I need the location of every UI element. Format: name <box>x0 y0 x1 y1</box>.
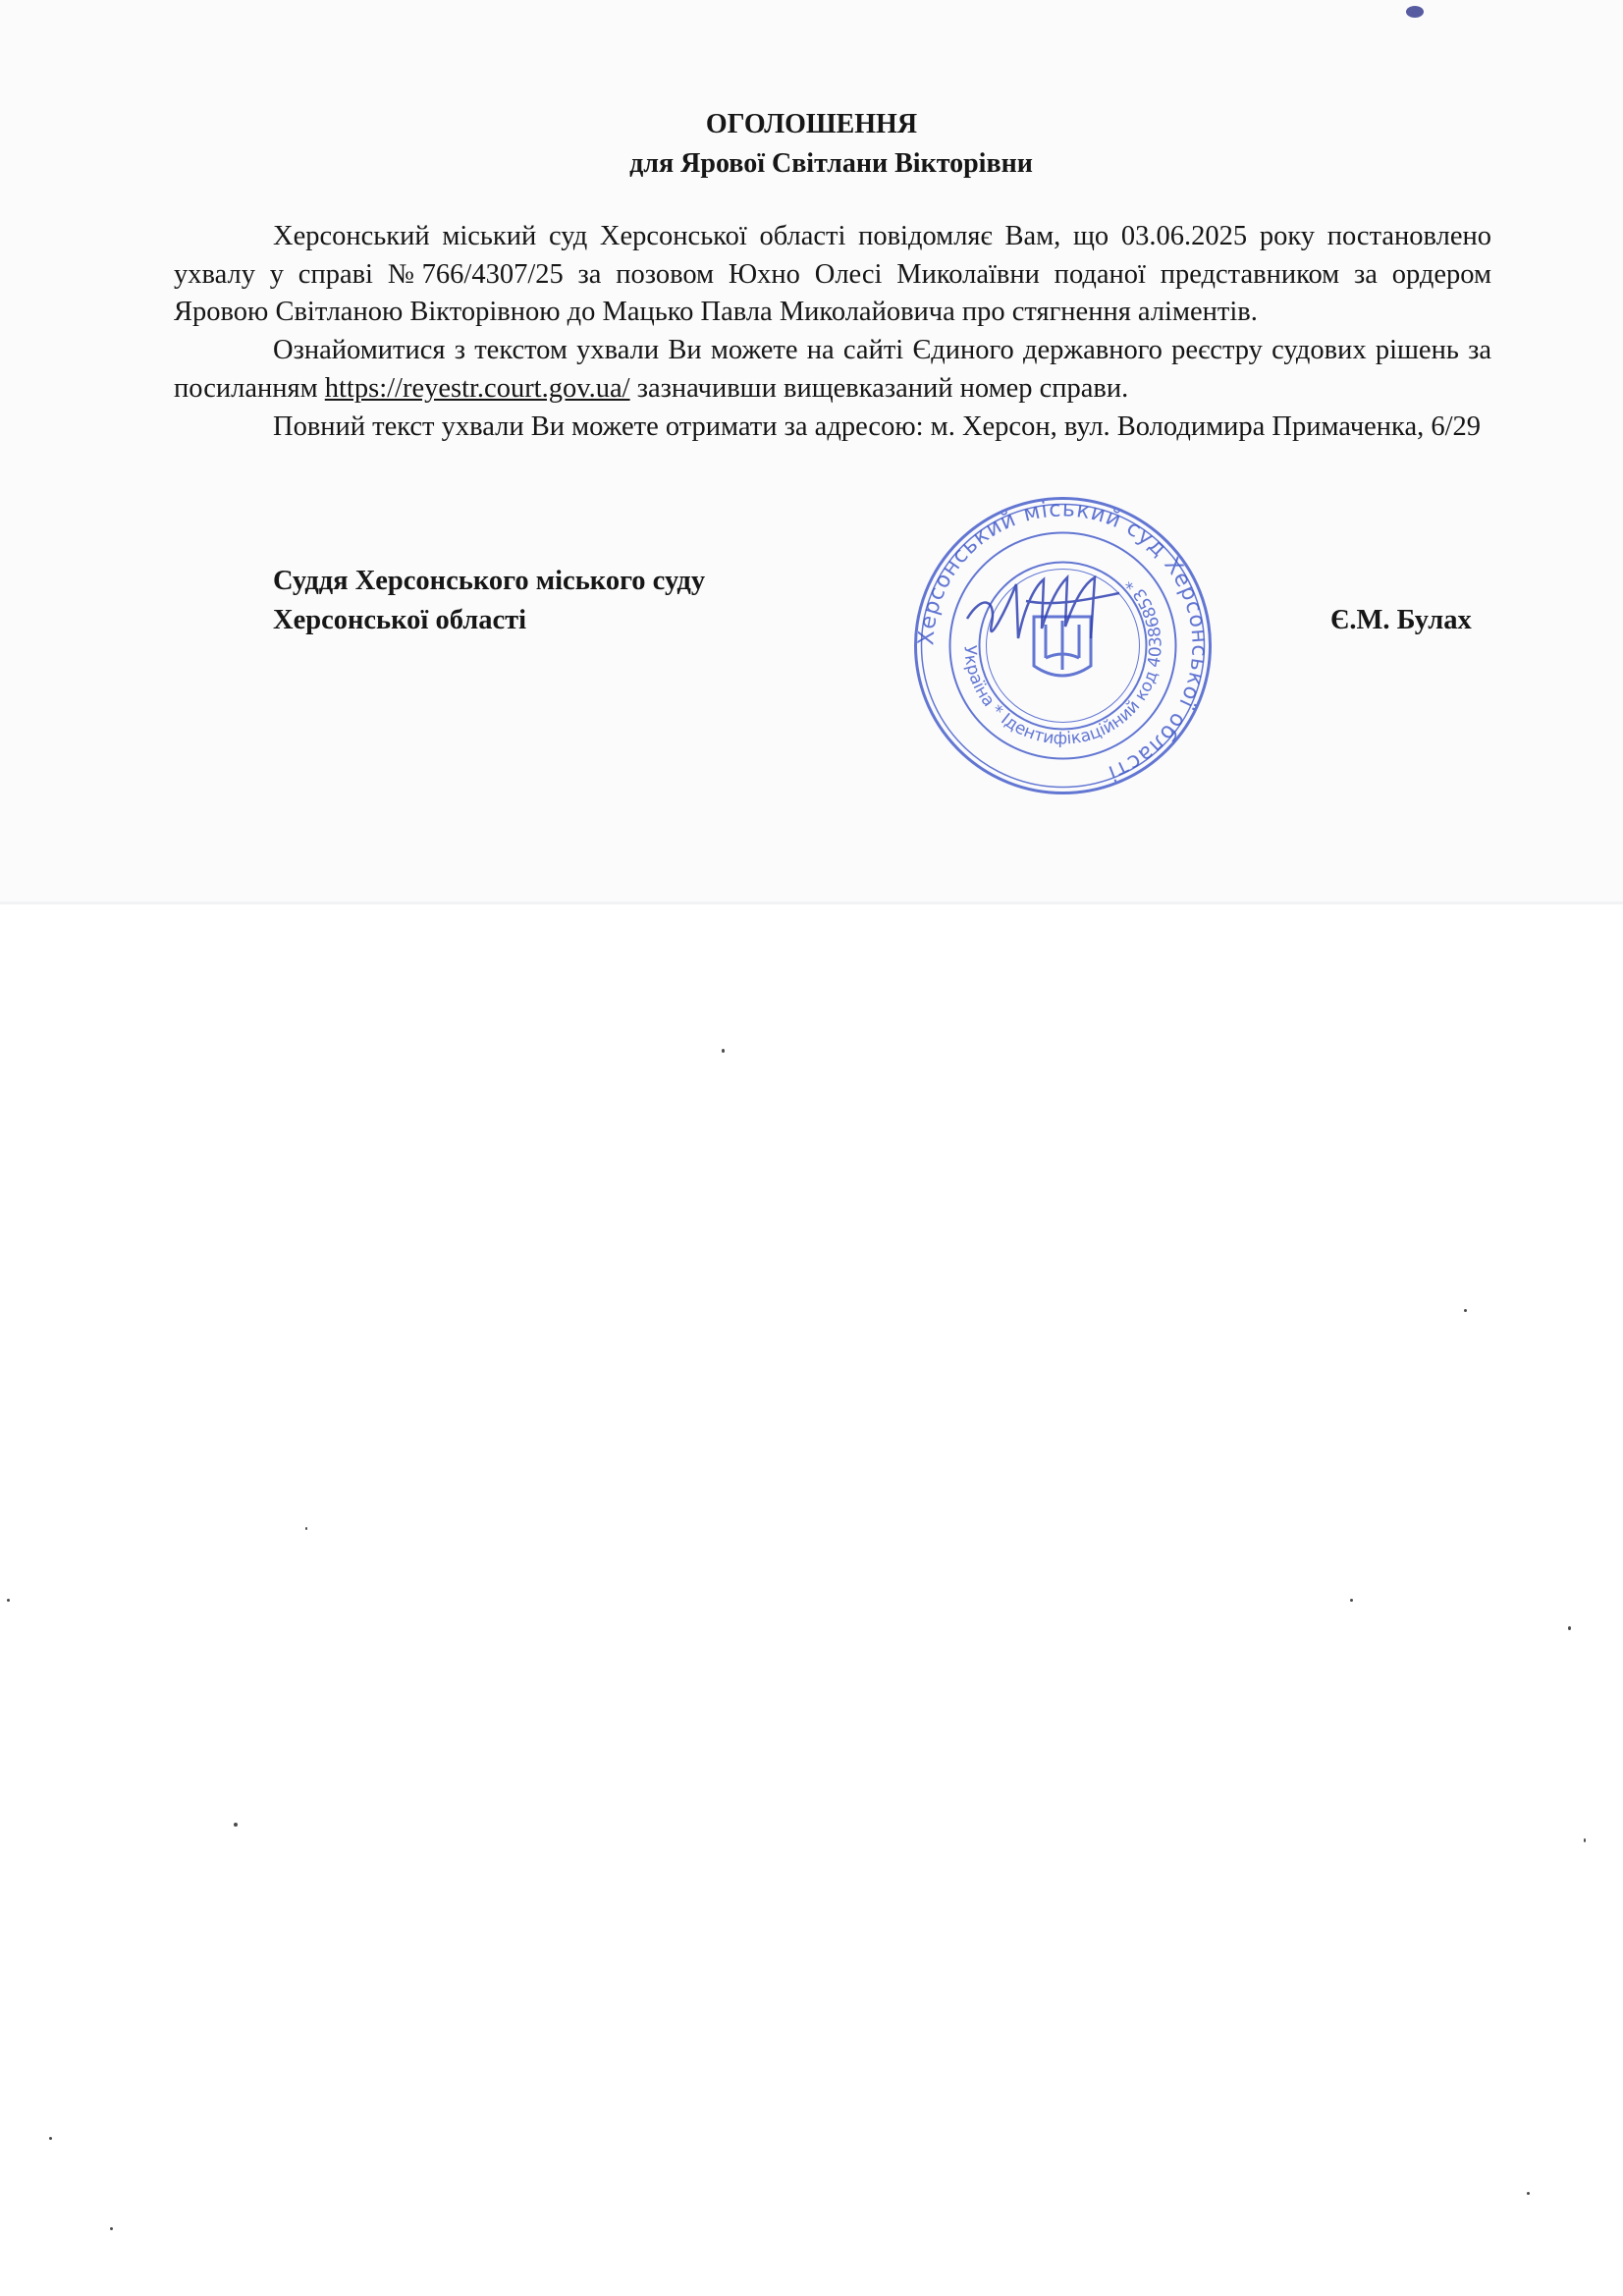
document-title: ОГОЛОШЕННЯ <box>705 109 918 139</box>
court-seal-graphic <box>908 491 1217 800</box>
address-paragraph: Повний текст ухвали Ви можете отримати за адресою: м. Херсон, вул. Володимира Примаченка, 6/29 <box>273 410 1482 442</box>
document-addressee: для Ярової Світлани Вікторівни <box>629 148 1033 179</box>
ink-mark <box>1406 6 1424 18</box>
seal-outer-text: Херсонський міський суд Херсонської області <box>914 497 1212 786</box>
judge-position <box>273 562 705 640</box>
registry-text-end: зазначивши вищевказаний номер справи. <box>629 372 1129 404</box>
judge-position-line2: Херсонської області <box>273 605 527 635</box>
registry-link[interactable]: https://reyestr.court.gov.ua/ <box>324 372 630 404</box>
scan-speck <box>110 2227 113 2230</box>
scan-speck <box>7 1599 10 1602</box>
scan-speck <box>1568 1626 1571 1630</box>
scan-speck <box>1527 2192 1530 2195</box>
document-body <box>174 218 1491 446</box>
registry-paragraph <box>174 332 1491 408</box>
scan-edge-line <box>0 902 1623 904</box>
judge-position-line1: Суддя Херсонського міського суду <box>273 566 706 596</box>
notice-paragraph: Херсонський міський суд Херсонської області повідомляє Вам, що 03.06.2025 року постановлено ухвалу у справі №766/4307/25 за позовом Юхно Олесі Миколаївни поданої представником за ордером Яровою Світланою Вікторівною до Мацько Павла Миколайовича про стягнення аліментів. <box>174 221 1491 328</box>
scan-speck <box>49 2137 52 2140</box>
scan-speck <box>234 1823 238 1827</box>
scan-speck <box>722 1049 725 1053</box>
judge-name: Є.М. Булах <box>1330 605 1472 635</box>
scan-speck <box>305 1527 307 1530</box>
handwritten-signature <box>967 577 1119 638</box>
court-seal <box>908 491 1217 800</box>
seal-inner-text: Україна * Ідентифікаційний код 40386853 * <box>959 574 1166 749</box>
scan-speck <box>1350 1599 1353 1602</box>
scan-speck <box>1584 1838 1586 1842</box>
scan-speck <box>1464 1309 1467 1312</box>
registry-text-start: Ознайомитися з текстом ухвали Ви можете на сайті Єдиного державного реєстру судових рішень за посиланням <box>174 335 1491 404</box>
